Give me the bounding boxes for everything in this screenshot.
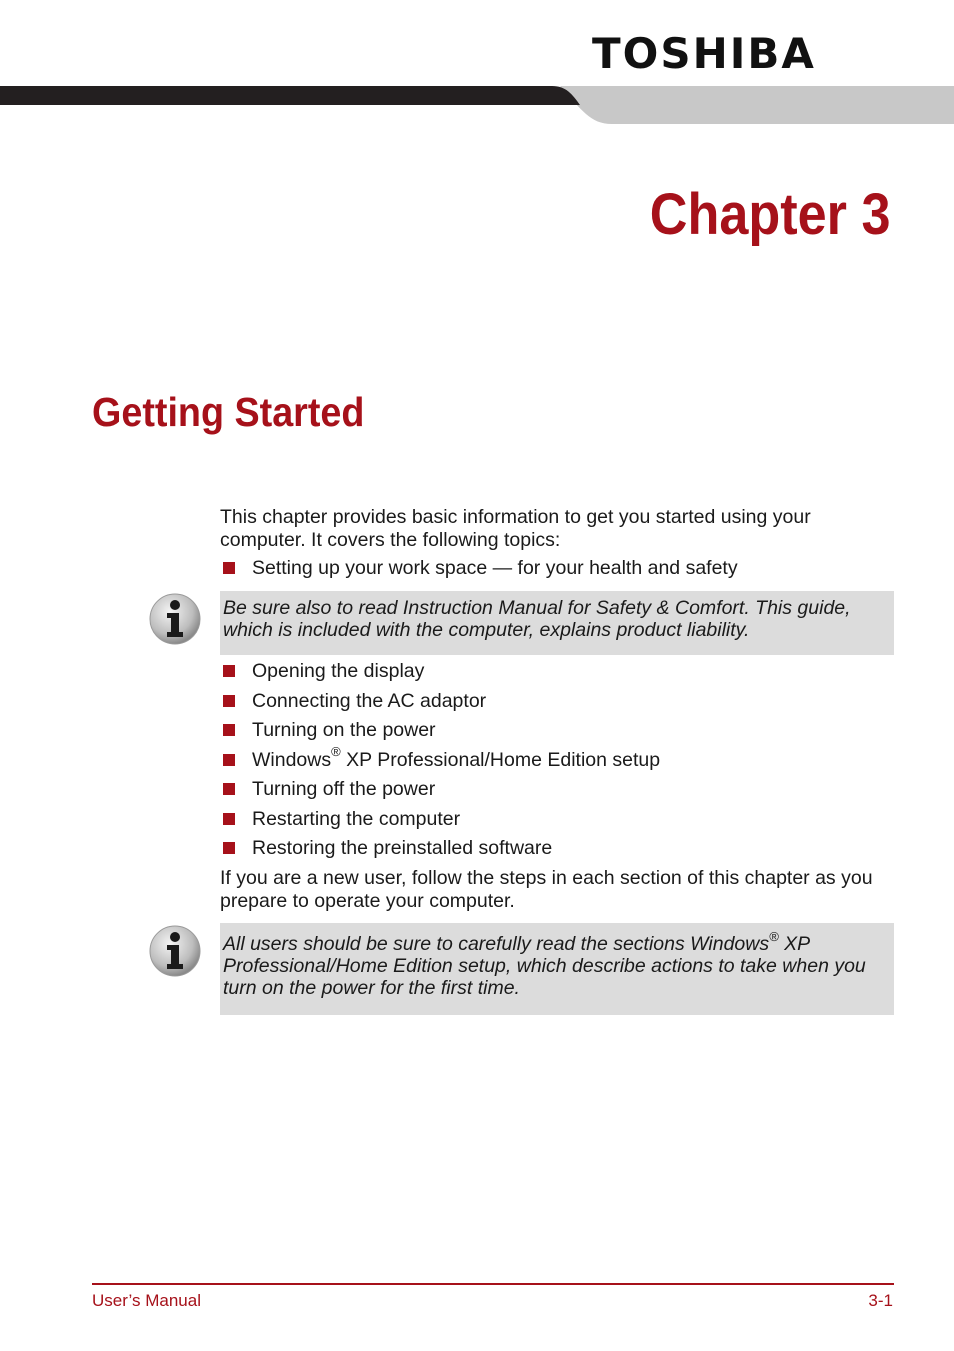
- list-item: [220, 660, 660, 690]
- list-item-text: Connecting the AC adaptor: [252, 689, 487, 712]
- list-item-text: Turning off the power: [252, 778, 436, 800]
- note-text: All users should be sure to carefully read the sections Windows: [223, 933, 770, 955]
- list-item: [220, 808, 660, 838]
- header-band: [0, 84, 954, 126]
- windows-setup-text: XP Professional/Home Edition setup: [340, 748, 661, 771]
- bullet-square-icon: [223, 754, 235, 766]
- list-item: [220, 557, 738, 587]
- list-item-text: [252, 744, 661, 771]
- list-item-text: Restarting the computer: [252, 807, 461, 830]
- toshiba-logo: TOSHIBA: [592, 29, 816, 78]
- info-icon: [148, 592, 202, 646]
- list-item: [220, 778, 660, 808]
- list-item-text: Setting up your work space — for your health and safety: [252, 557, 738, 579]
- section-title: Getting Started: [92, 389, 365, 435]
- bullet-square-icon: [223, 695, 235, 707]
- list-item: [220, 719, 660, 749]
- list-item: [220, 837, 660, 867]
- list-item: [220, 690, 660, 720]
- bullet-square-icon: [223, 724, 235, 736]
- windows-text: Windows: [252, 748, 332, 771]
- list-item-text: Turning on the power: [252, 719, 436, 741]
- note-box: Be sure also to read Instruction Manual for Safety & Comfort. This guide, which is included with the computer, explains product liability.: [220, 591, 894, 655]
- note-box: [220, 923, 894, 1015]
- list-item: [220, 744, 661, 779]
- registered-mark: ®: [331, 744, 341, 759]
- header-band-dark: [0, 86, 580, 105]
- intro-paragraph: This chapter provides basic information to get you started using your computer. It covers the following topics:: [220, 506, 811, 551]
- outro-paragraph: If you are a new user, follow the steps in each section of this chapter as you prepare to operate your computer.: [220, 867, 873, 912]
- note-text-continued: XP Professional/Home Edition setup, which describe actions to take when you turn on the power for the first time.: [223, 933, 866, 999]
- bullet-square-icon: [223, 842, 235, 854]
- footer-manual-title: User’s Manual: [92, 1291, 201, 1310]
- bullet-square-icon: [223, 813, 235, 825]
- chapter-title: Chapter 3: [650, 182, 891, 247]
- info-icon: [148, 924, 202, 978]
- list-item-text: Opening the display: [252, 660, 425, 682]
- registered-mark: ®: [769, 928, 779, 944]
- topic-list-second: [220, 660, 660, 867]
- bullet-square-icon: [223, 665, 235, 677]
- footer-divider: [92, 1283, 894, 1285]
- list-item-text: Restoring the preinstalled software: [252, 837, 553, 859]
- bullet-square-icon: [223, 783, 235, 795]
- bullet-square-icon: [223, 562, 235, 574]
- page-number: 3-1: [868, 1291, 893, 1310]
- header-band-light: [560, 86, 954, 124]
- topic-list-first: [220, 557, 738, 587]
